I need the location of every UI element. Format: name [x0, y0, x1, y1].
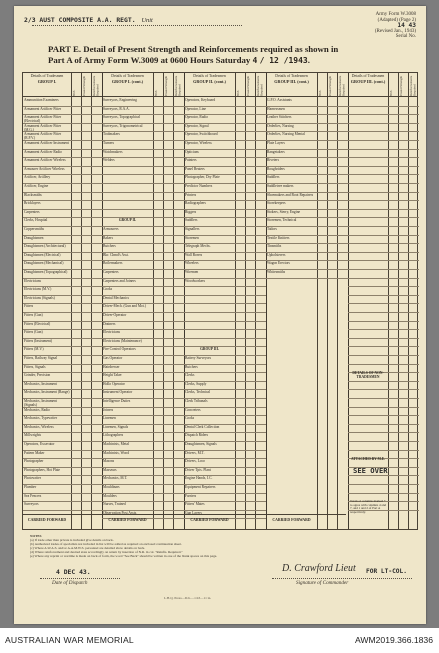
col3-trade-label: Operator, Wireless	[185, 141, 212, 145]
col3-trade-label: Painters	[185, 158, 197, 163]
col2-trade-label: Cooks	[103, 287, 113, 292]
strength-table	[22, 72, 418, 530]
reinforcements-heading: Reinforcements Required	[174, 75, 182, 96]
col1-trade-label: Armament Artificer Fitter	[24, 106, 62, 111]
col2-trade-label: Joiners	[103, 407, 114, 412]
row-rule	[348, 200, 419, 201]
form-adapted: (Adapted) (Page 2)	[377, 17, 416, 23]
row-rule	[348, 303, 419, 304]
row-rule	[348, 123, 419, 124]
col3-trade-label: Storemen	[185, 235, 199, 240]
details-heading: Details of Tradesmen	[30, 74, 64, 78]
col2-trade-label: Bakers	[103, 235, 113, 240]
group2-cont-title: GROUP II. (cont.)	[193, 79, 226, 85]
col3-trade-label: Clerks	[185, 373, 195, 378]
col3-trade-label: Wheelers	[185, 261, 199, 266]
col1-trade-label: Operators, Excavator	[24, 442, 55, 446]
row-rule	[348, 192, 419, 193]
row-rule	[348, 243, 419, 244]
carried-forward-1: CARRIED FORWARD	[27, 518, 67, 522]
dispatch-rule	[40, 578, 120, 579]
col1-trade-label: Coppersmiths	[24, 227, 44, 231]
row-rule	[348, 484, 419, 485]
we-heading: W.E.	[389, 89, 393, 96]
col1-trade-label: Surveyors	[24, 502, 39, 507]
col2-trade-label: Machinists, Wood	[103, 450, 129, 455]
row-rule	[348, 260, 419, 261]
title-end: .	[307, 55, 310, 65]
col3-trade-label: Operator, Line	[185, 106, 207, 111]
col3-trade-label: Operator, Signal	[185, 123, 209, 128]
col3-trade-label: Radiographers	[185, 201, 206, 206]
col1-trade-label: Draughtsmen (Electrical)	[24, 252, 61, 257]
row-rule	[348, 217, 419, 218]
serial-number-label: Serial No.	[395, 34, 416, 40]
col4-trade-label: Saddlers	[267, 175, 280, 180]
group3-cont-heading-2	[349, 74, 387, 96]
col2-trade-label: Driver-Mech. (Gun and Mot.)	[103, 304, 146, 309]
group3-cont-title: GROUP III. (cont.)	[274, 79, 309, 85]
row-rule	[348, 398, 419, 399]
col1-trade-label: Fitters (Gun)	[24, 313, 43, 317]
row-rule	[348, 493, 419, 494]
col1-trade-label: Mechanics, Typewriter	[24, 416, 58, 421]
dispatch-label: Date of Dispatch	[52, 580, 88, 586]
col-divider	[388, 73, 389, 529]
carried-forward-2: CARRIED FORWARD	[108, 518, 147, 522]
col1-trade-label: Draughtsmen (Mechanical)	[24, 261, 64, 266]
col-divider	[163, 73, 164, 529]
col2-trade-label: Carpenters and Joiners	[103, 278, 136, 283]
posted-strength-heading: Posted Strength	[82, 75, 86, 96]
col1-trade-label: Mechanics, Radio	[24, 407, 50, 412]
col1-trade-label: Photowriter	[24, 476, 41, 481]
col2-trade-label: GROUP II.	[118, 218, 137, 223]
col1-trade-label: Armament Artificer Fitter (Electrical)	[24, 115, 62, 124]
col1-trade-label: Artificer, Engine	[24, 184, 49, 188]
col3-trade-label: Clerks, Technical	[185, 390, 211, 395]
col2-trade-label: Bkr. Chmd's Asst.	[103, 252, 129, 257]
col3-trade-label: Wall Borers	[185, 252, 203, 257]
col3-trade-label: Riggers	[185, 209, 197, 214]
row-rule	[348, 174, 419, 175]
nontradesmen-heading: DETAILS OF NON-TRADESMEN	[352, 371, 384, 379]
col2-trade-label: Height Taker	[103, 373, 122, 378]
col2-trade-label: Dental Mechanics	[103, 295, 130, 300]
we-heading: W.E.	[236, 89, 240, 96]
form-identifier	[326, 12, 416, 40]
row-rule	[348, 286, 419, 287]
row-rule	[348, 329, 419, 330]
header-rule	[23, 96, 417, 97]
col1-trade-label: Electricians	[24, 278, 41, 283]
col3-trade-label: Operator, Switchboard	[185, 132, 218, 137]
col-divider	[173, 73, 174, 529]
we-heading: W.E.	[154, 89, 158, 96]
col-divider	[337, 73, 338, 529]
row-rule	[348, 278, 419, 279]
col4-trade-label: Tinsmiths	[267, 244, 282, 249]
title-date-day: 4	[252, 56, 258, 65]
col-divider	[153, 73, 154, 529]
col4-trade-label: Riveters	[267, 158, 279, 163]
col2-trade-label: Fire Control Operators	[103, 347, 136, 352]
col1-trade-label: Fitters (M.V.)	[24, 347, 44, 352]
signature-rule	[272, 578, 412, 579]
unit-name	[24, 16, 274, 25]
col4-trade-label: Stokers, Sterry, Engine	[267, 209, 301, 214]
col3-trade-label: Predictor Numbers	[185, 184, 213, 188]
col2-trade-label: Masseurs	[103, 467, 117, 472]
col3-trade-label: Butchers	[185, 364, 198, 369]
col1-trade-label: Draughtsmen	[24, 235, 44, 240]
col2-trade-label: Mechanics, M.T.	[103, 476, 128, 481]
col1-trade-label: Ammunition Examiners	[24, 98, 59, 102]
col4-trade-label: Storemen, Technical	[267, 218, 297, 223]
row-rule	[348, 114, 419, 115]
row-rule	[348, 450, 419, 451]
col2-trade-label: Machinists, Metal	[103, 442, 129, 446]
col1-trade-label: Fitters, Signals	[24, 364, 46, 369]
col3-trade-label: Fitters' Mates	[185, 502, 205, 507]
col1-trade-label: Electricians (M.V.)	[24, 287, 52, 292]
details-heading: Details of Tradesmen	[193, 74, 226, 78]
col1-trade-label: Armament Artificer Wireless	[24, 158, 66, 163]
posted-strength-heading: Posted Strength	[246, 75, 250, 96]
col1-trade-label: Draughtsmen (Architectural)	[24, 244, 66, 249]
row-rule	[348, 407, 419, 408]
col3-trade-label: Clerks, Supply	[185, 381, 207, 386]
row-rule	[348, 106, 419, 107]
col2-trade-label: Electricians (Maintenance)	[103, 338, 142, 343]
col2-trade-label: Moulders	[103, 493, 117, 498]
row-rule	[266, 278, 348, 279]
group3-cont-heading	[267, 74, 316, 96]
unit-handwritten: 2/3 AUST COMPOSITE A.A. REGT.	[24, 16, 136, 24]
details-heading: Details of Tradesmen	[351, 74, 385, 78]
col2-trade-label: Drainers	[103, 321, 116, 326]
col3-trade-label: Drivers, Loco	[185, 459, 205, 464]
col3-trade-label: Operator, Radio	[185, 115, 209, 120]
col1-trade-label: Mechanics, Wireless	[24, 424, 54, 429]
details-heading: Details of Tradesmen	[111, 74, 144, 78]
group1-heading	[24, 74, 70, 96]
title-line-2-text: Part A of Army Form W.3009 at 0600 Hours Saturday	[48, 55, 251, 65]
col4-trade-label: Orderlies, Nursing	[267, 123, 294, 128]
col4-trade-label: Roughriders	[267, 166, 285, 171]
row-rule	[348, 441, 419, 442]
col3-trade-label: Driver Tpts. Plant	[185, 467, 211, 472]
col2-trade-label: Nurses, Trained	[103, 502, 126, 507]
archive-reference: AWM2019.366.1836	[354, 635, 433, 645]
signature-label: Signature of Commander	[296, 580, 349, 586]
title-line-2	[48, 55, 408, 66]
col3-trade-label: Signallers	[185, 227, 200, 231]
posted-strength-heading: Posted Strength	[164, 75, 168, 96]
col4-trade-label: Plate Layers	[267, 141, 285, 145]
col4-trade-label: Harnessmen	[267, 106, 285, 111]
group2-cont-heading	[185, 74, 234, 96]
unit-label: Unit	[141, 17, 153, 24]
col4-trade-label: Whitesmiths	[267, 270, 286, 274]
col2-trade-label: Gas Operator	[103, 356, 123, 360]
note-b: (b) Authorized trades of specialists not included in list will be added as required on enclosed continuation sheet.	[30, 542, 182, 547]
col3-trade-label: GROUP III.	[200, 347, 219, 352]
col1-trade-label: Clerks, Hospital	[24, 218, 48, 223]
row-rule	[348, 226, 419, 227]
col-divider	[327, 73, 328, 529]
col4-trade-label: Leather Stitchers	[267, 115, 292, 120]
row-rule	[348, 166, 419, 167]
group1-title: GROUP I.	[37, 79, 57, 85]
row-rule	[348, 364, 419, 365]
col3-trade-label: Gun Layers	[185, 510, 202, 515]
col1-trade-label: Mechanics, Instrument (Range)	[24, 390, 70, 395]
we-heading: W.E.	[318, 89, 322, 96]
title-line-1: PART E. Detail of Present Strength and Reinforcements required as shown in	[48, 44, 339, 54]
col3-trade-label: Wiremen	[185, 270, 199, 274]
col1-trade-label: Sea Fencers	[24, 493, 42, 498]
row-rule	[348, 381, 419, 382]
col1-trade-label: Grinder, Precision	[24, 373, 51, 378]
note-d: (d) Where reinforcement and desired state accordingly on return by insertion of N.R. in col. "Reinfts. Required."	[30, 550, 183, 555]
row-rule	[348, 346, 419, 347]
col1-trade-label: Blacksmiths	[24, 192, 42, 197]
col1-trade-label: Mechanics, Instrument	[24, 381, 57, 386]
row-rule	[348, 312, 419, 313]
group3-cont-title: GROUP III. (cont.)	[350, 79, 386, 85]
col1-trade-label: Armament Artificer Radio	[24, 149, 62, 154]
row-rule	[348, 183, 419, 184]
col1-trade-label: Millwrights	[24, 433, 41, 438]
col2-trade-label: Instrument Operator	[103, 390, 133, 395]
col2-trade-label: Driver-Operator	[103, 313, 127, 317]
col4-trade-label: Shoemakers and Boot Repairers	[267, 192, 314, 197]
col1-trade-label: Artificer, Artillery	[24, 175, 51, 180]
col4-trade-label: Textile Knitters	[267, 235, 290, 240]
col3-trade-label: Engine Hands, I.C.	[185, 476, 213, 481]
totals-note: Totals of columns marked * to agree with columns 4 and 7, and 1 and 2 of Part A respectively.	[350, 500, 387, 515]
note-c: (c) Where A.W.A.S. and/or A.A.M.W.S. personnel are detailed show details on back.	[30, 546, 146, 551]
note-a: (a) If trade other than private is included give details on back.	[30, 538, 114, 543]
col2-trade-label: Carpenters	[103, 270, 119, 274]
row-rule	[348, 252, 419, 253]
row-rule	[348, 131, 419, 132]
col-divider	[408, 73, 409, 529]
col-divider	[398, 73, 399, 529]
col1-trade-label: Plumber	[24, 485, 37, 489]
col1-trade-label: Fitters (Gun)	[24, 330, 43, 335]
row-rule	[348, 424, 419, 425]
row-rule	[348, 389, 419, 390]
col-divider	[317, 73, 318, 529]
row-rule	[348, 295, 419, 296]
col1-trade-label: Armament Artificer Fitter (R.P.V.)	[24, 132, 62, 141]
see-over-note: SEE OVER	[353, 466, 388, 475]
row-rule	[348, 432, 419, 433]
col3-trade-label: Equipment Repairers	[185, 485, 216, 489]
col-divider	[91, 73, 92, 529]
row-rule	[348, 415, 419, 416]
carried-forward-rule	[23, 514, 346, 515]
copy-number: 14 43	[397, 22, 416, 30]
col4-trade-label: G.P.O. Assistants	[267, 98, 292, 102]
col2-trade-label: Welders	[103, 158, 115, 163]
row-rule	[348, 235, 419, 236]
col1-trade-label: Fitters	[24, 304, 34, 309]
col2-trade-label: Hairdresser	[103, 364, 120, 369]
row-rule	[348, 338, 419, 339]
col3-trade-label: Cooks	[185, 416, 195, 421]
col3-trade-label: Battery Surveyors	[185, 356, 212, 360]
col3-trade-label: Operators, Keyboard	[185, 98, 216, 102]
reinforcements-heading: Reinforcements Required	[338, 75, 346, 96]
col3-trade-label: Drivers, M.T.	[185, 450, 205, 455]
reinforcements-heading: Reinforcements Required	[256, 75, 264, 96]
col2-trade-label: Lithographers	[103, 433, 124, 438]
col2-trade-label: Boilermakers	[103, 261, 123, 266]
row-rule	[348, 321, 419, 322]
col2-trade-label: Armourers	[103, 227, 119, 231]
form-notes	[30, 534, 418, 559]
archive-name: AUSTRALIAN WAR MEMORIAL	[5, 635, 134, 645]
col1-trade-label: Bricklayers	[24, 201, 41, 206]
attached-heading: ATTACHED BY M.E.	[350, 457, 386, 461]
reinforcements-heading: Reinforcements Required	[409, 75, 417, 96]
col2-trade-label: Mouldinars	[103, 485, 120, 489]
group1-cont-heading	[103, 74, 152, 96]
col1-trade-label: Photographer	[24, 459, 44, 464]
col3-trade-label: Telegraph Mechs.	[185, 244, 211, 249]
row-rule	[348, 157, 419, 158]
details-heading: Details of Tradesmen	[275, 74, 308, 78]
col1-trade-label: Photographers, Hot Plate	[24, 467, 61, 472]
col3-trade-label: Concreters	[185, 407, 201, 412]
col-divider	[245, 73, 246, 529]
dispatch-date: 4 DEC 43.	[56, 568, 91, 576]
title-date-rest: / 12 /1943	[259, 56, 308, 65]
col1-trade-label: Carpenters	[24, 209, 40, 214]
col2-trade-label: Turners	[103, 141, 115, 145]
row-rule	[348, 269, 419, 270]
col2-trade-label: Butchers	[103, 244, 116, 249]
col3-trade-label: Dental Clerk Collection	[185, 424, 220, 429]
col3-trade-label: Clerk Tribunals	[185, 399, 208, 403]
col-divider	[235, 73, 236, 529]
col2-trade-label: Linemen, Signals	[103, 424, 129, 429]
we-heading: W.E.	[72, 89, 76, 96]
commander-signature: D. Crawford Lieut	[282, 563, 356, 574]
row-rule	[348, 355, 419, 356]
col2-trade-label: Linemen	[103, 416, 116, 421]
carried-forward-4: CARRIED FORWARD	[272, 518, 311, 522]
col1-trade-label: Armourer Artificer Wireless	[24, 166, 65, 171]
col4-trade-label: Storekeepers	[267, 201, 286, 206]
row-rule	[348, 140, 419, 141]
col2-trade-label: Intelligence Duties	[103, 399, 131, 403]
col3-trade-label: Dispatch Riders	[185, 433, 209, 438]
col2-trade-label: Surveyors, Topographical	[103, 115, 141, 120]
col4-trade-label: Wagon Erectors	[267, 261, 290, 266]
carried-forward-3: CARRIED FORWARD	[190, 518, 229, 522]
col2-trade-label: Observation Post Assts.	[103, 510, 138, 515]
form-title	[48, 44, 408, 66]
col4-trade-label: Tailors	[267, 227, 277, 231]
posted-strength-heading: Posted Strength	[328, 75, 332, 96]
col1-trade-label: Electricians (Signals)	[24, 295, 55, 300]
notes-label: NOTES	[30, 534, 42, 538]
col1-trade-label: Pattern Maker	[24, 450, 45, 455]
col4-trade-label: Orderlies, Nursing Mental	[267, 132, 305, 137]
col-divider	[81, 73, 82, 529]
form-revised: (Revised Jan., 1943)	[374, 28, 416, 34]
col1-trade-label: Mechanics, Instrument (Signals)	[24, 399, 57, 407]
col2-trade-label: Surveyors, Engineering	[103, 98, 137, 102]
group1-cont-title: GROUP I. (cont.)	[111, 79, 144, 85]
row-rule	[348, 149, 419, 150]
col3-trade-label: Printers	[185, 192, 197, 197]
col2-trade-label: Electricians	[103, 330, 120, 335]
archive-footer	[0, 628, 439, 653]
unit-underline	[32, 25, 242, 26]
signature-role: FOR LT-COL.	[366, 568, 407, 575]
col2-trade-label: Hollo Operator	[103, 381, 125, 386]
col2-trade-label: Surveyors, R.A.A.	[103, 106, 130, 111]
reinforcements-heading: Reinforcements Required	[92, 75, 100, 96]
printer-imprint: L.H.Q. Press—D.h.—1/43—11 in.	[164, 596, 212, 600]
col-divider	[71, 73, 72, 529]
col1-trade-label: Fitters, Railway Signal	[24, 356, 58, 360]
col3-trade-label: Photographer, Dry Plate	[185, 175, 220, 180]
note-e: (e) Where any reprint or wartime is made on back of form, the word "See Back" should be written in one of the blank spaces on this page.	[30, 554, 218, 559]
col1-trade-label: Fitters (Instrument)	[24, 338, 53, 343]
col1-trade-label: Fitters (Electrical)	[24, 321, 51, 326]
col2-trade-label: Toolmakers	[103, 132, 120, 137]
col1-trade-label: Draughtsmen (Topographical)	[24, 270, 68, 274]
col2-trade-label: Surveyors, Trigonometrical	[103, 123, 143, 128]
col3-trade-label: Draughtsmen, Signals	[185, 442, 217, 446]
col4-trade-label: Saddletree makers	[267, 184, 294, 188]
form-number: Army Form W.3008	[375, 12, 416, 17]
row-rule	[23, 510, 102, 511]
row-rule	[348, 475, 419, 476]
col-divider	[255, 73, 256, 529]
col3-trade-label: Saddlers	[185, 218, 198, 223]
col3-trade-label: Panel Beaters	[185, 166, 205, 171]
col2-trade-label: Watchmakers	[103, 149, 123, 154]
row-rule	[348, 209, 419, 210]
col3-trade-label: Opticians	[185, 149, 199, 154]
col1-trade-label: Armament Artificer Fitter (M.G.)	[24, 123, 62, 132]
col2-trade-label: Masons	[103, 459, 115, 464]
col3-trade-label: Farriers	[185, 493, 197, 498]
col1-trade-label: Armament Artificer Instrument	[24, 141, 69, 145]
posted-strength-heading: Posted Strength	[399, 75, 403, 96]
col3-trade-label: Woodworkers	[185, 278, 206, 283]
col4-trade-label: Upholsterers	[267, 252, 286, 257]
col4-trade-label: Rangetakers	[267, 149, 285, 154]
army-form-page	[14, 6, 426, 624]
